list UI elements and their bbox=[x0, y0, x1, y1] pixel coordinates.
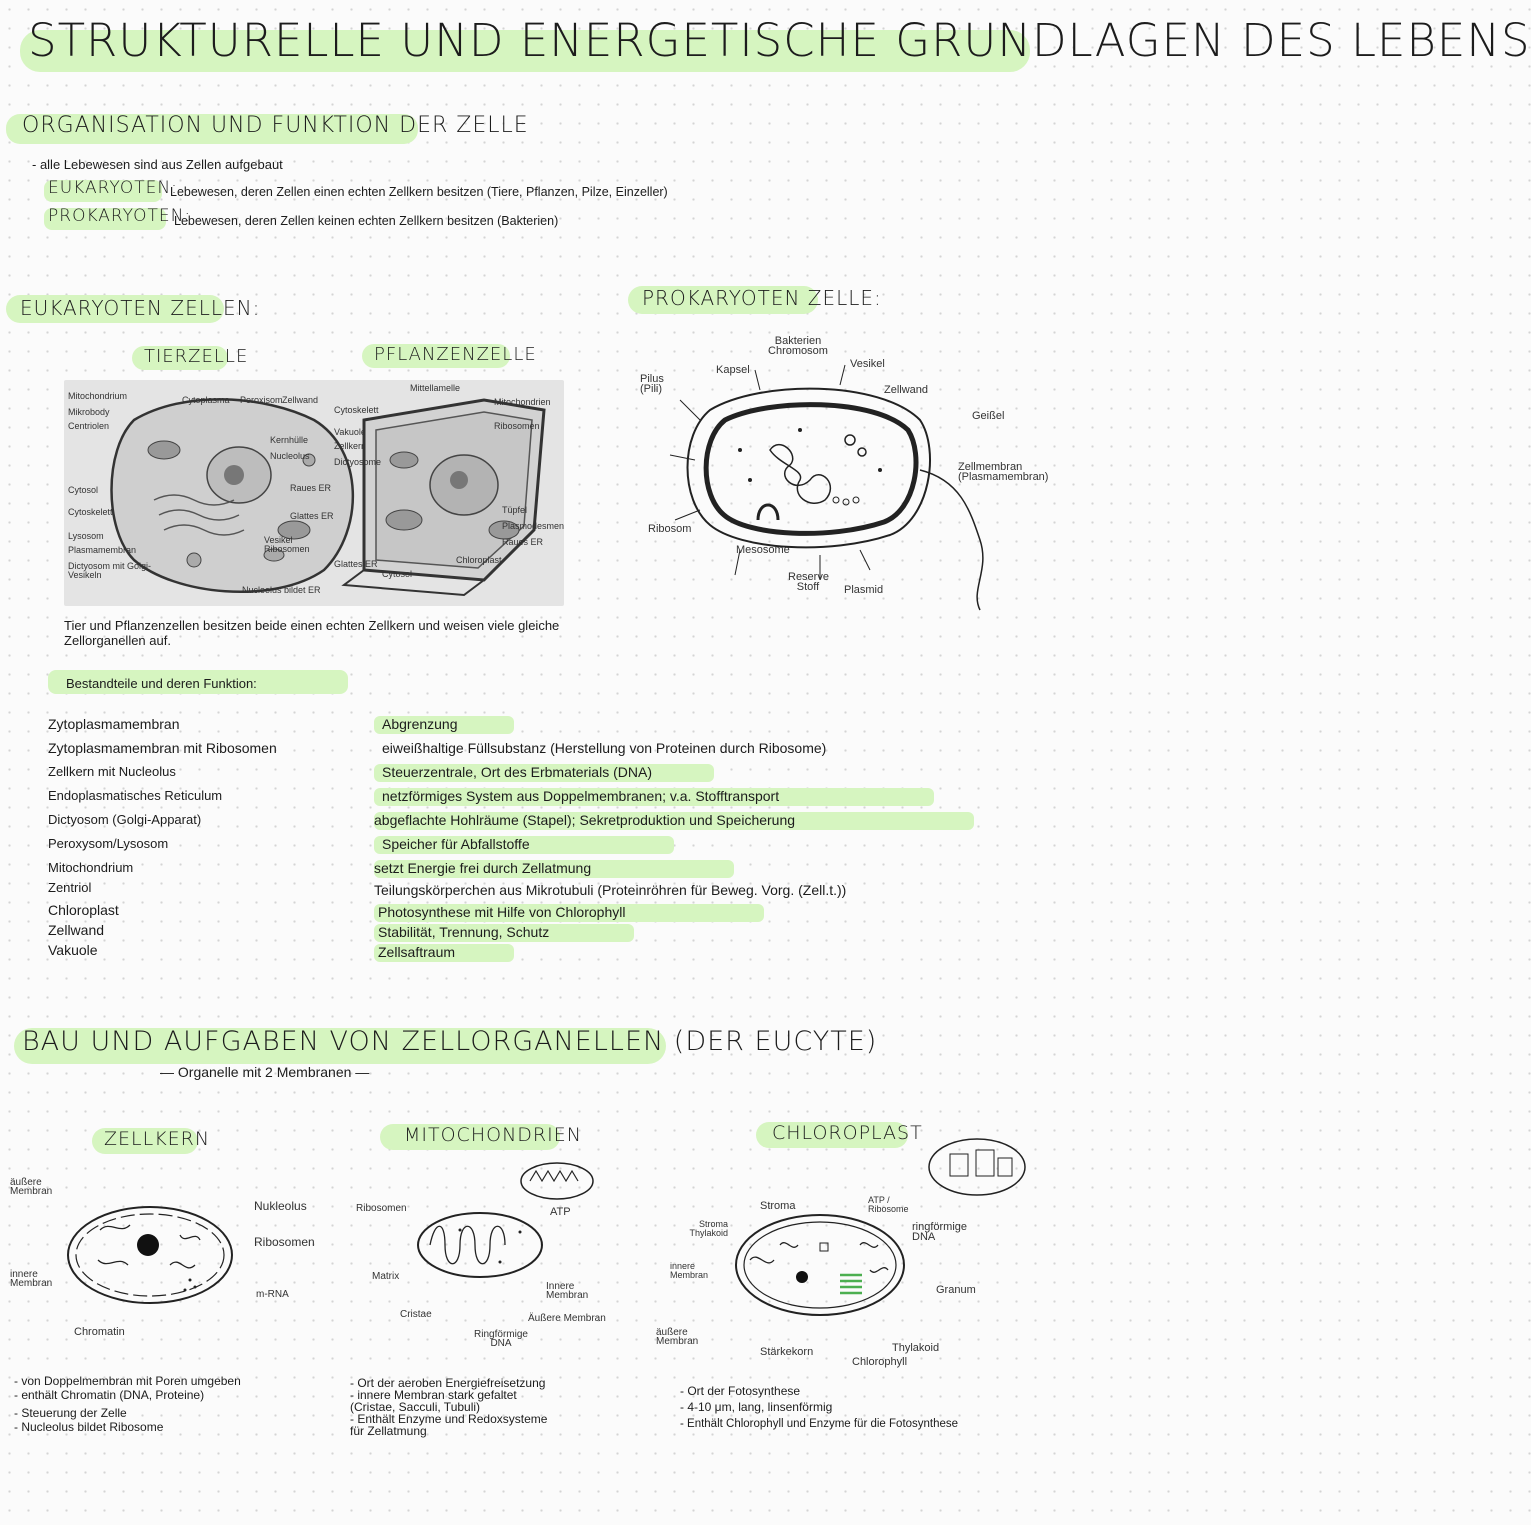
bestandteile-heading: Bestandteile und deren Funktion: bbox=[66, 676, 257, 691]
label-raues-er2: Raues ER bbox=[502, 537, 544, 547]
chloro-label-dna: ringförmige DNA bbox=[912, 1221, 968, 1243]
chloro-bullet-2: - 4-10 μm, lang, linsenförmig bbox=[680, 1400, 833, 1414]
label-kapsel: Kapsel bbox=[716, 364, 750, 376]
label-dictyosom: Dictyosom mit Golgi-Vesikeln bbox=[68, 561, 152, 580]
prok-term: PROKARYOTEN: bbox=[48, 206, 192, 226]
zk-label-chromatin: Chromatin bbox=[74, 1326, 125, 1338]
cell-caption: Tier und Pflanzenzellen besitzen beide einen echten Zellkern und weisen viele gleiche Zellorganellen auf. bbox=[64, 618, 560, 648]
chloro-heading: CHLOROPLAST bbox=[772, 1122, 923, 1144]
label-cytosol: Cytosol bbox=[68, 485, 99, 495]
label-lysosom: Lysosom bbox=[68, 531, 104, 541]
section2-subheading: — Organelle mit 2 Membranen — bbox=[160, 1064, 370, 1080]
label-vesikel: Vesikel bbox=[850, 358, 885, 370]
label-dictyosome: Dictyosome bbox=[334, 457, 382, 467]
label-zellwand-prok: Zellwand bbox=[884, 384, 929, 396]
label-cytoplasma: Cytoplasma bbox=[182, 395, 230, 405]
label-mittellamelle: Mittellamelle bbox=[410, 383, 461, 393]
chloro-label-stroma: Stroma bbox=[760, 1200, 796, 1212]
def-10: Stabilität, Trennung, Schutz bbox=[378, 924, 550, 940]
section2-heading: BAU UND AUFGABEN VON ZELLORGANELLEN (DER EUCYTE) bbox=[22, 1026, 878, 1057]
label-glattes-er2: Glattes ER bbox=[334, 559, 378, 569]
mito-bullet-3: (Cristae, Sacculi, Tubuli) bbox=[350, 1400, 481, 1414]
zk-bullet-4: - Nucleolus bildet Ribosome bbox=[14, 1420, 164, 1434]
mito-label-dna: Ringförmige DNA bbox=[474, 1329, 528, 1349]
zellkern-heading: ZELLKERN bbox=[104, 1128, 211, 1150]
def-3: Steuerzentrale, Ort des Erbmaterials (DNA) bbox=[382, 764, 652, 780]
eukaryoten-heading: EUKARYOTEN ZELLEN: bbox=[20, 296, 261, 320]
def-11: Zellsaftraum bbox=[378, 944, 456, 960]
page-title: STRUKTURELLE UND ENERGETISCHE GRUNDLAGEN DES LEBENS bbox=[28, 14, 1531, 67]
label-geissel: Geißel bbox=[972, 410, 1005, 422]
zk-bullet-2: - enthält Chromatin (DNA, Proteine) bbox=[14, 1388, 205, 1402]
chloro-label-innere: innere Membran bbox=[670, 1261, 709, 1280]
label-pilus: Pilus (Pili) bbox=[640, 373, 664, 395]
chloro-label-granum: Granum bbox=[936, 1284, 976, 1296]
zk-label-nukleolus: Nukleolus bbox=[254, 1199, 307, 1213]
label-plasmamembran: Plasmamembran bbox=[68, 545, 137, 555]
def-4: netzförmiges System aus Doppelmembranen; v.a. Stofftransport bbox=[382, 788, 780, 804]
mito-label-atp: ATP bbox=[550, 1206, 571, 1218]
zellkern-illustration bbox=[40, 1195, 260, 1325]
mito-illustration bbox=[390, 1200, 570, 1310]
term-2: Zytoplasmamembran mit Ribosomen bbox=[48, 740, 277, 756]
label-cytosol2: Cytosol bbox=[382, 569, 413, 579]
term-9: Chloroplast bbox=[48, 902, 119, 918]
label-kernhuelle: Kernhülle bbox=[270, 435, 309, 445]
label-zellmembran: Zellmembran (Plasmamembran) bbox=[958, 461, 1049, 483]
label-chloroplast: Chloroplast bbox=[456, 555, 502, 565]
def-6: Speicher für Abfallstoffe bbox=[382, 836, 530, 852]
term-6: Peroxysom/Lysosom bbox=[48, 836, 169, 851]
term-7: Mitochondrium bbox=[48, 860, 134, 875]
term-8: Zentriol bbox=[48, 880, 92, 895]
term-1: Zytoplasmamembran bbox=[48, 716, 180, 732]
label-mesosome: Mesosome bbox=[736, 544, 790, 556]
label-peroxisom: Peroxisom bbox=[240, 395, 283, 405]
label-vakuole: Vakuole bbox=[334, 427, 366, 437]
chloro-label-chlorophyll: Chlorophyll bbox=[852, 1356, 908, 1368]
chloro-label-thylakoid: Thylakoid bbox=[892, 1342, 940, 1354]
mito-bullet-2: - innere Membran stark gefaltet bbox=[350, 1388, 517, 1402]
def-1: Abgrenzung bbox=[382, 716, 458, 732]
label-mitochondrien: Mitochondrien bbox=[494, 397, 551, 407]
chloro-label-staerkekorn: Stärkekorn bbox=[760, 1346, 814, 1358]
prokaryoten-heading: PROKARYOTEN ZELLE: bbox=[642, 286, 882, 310]
label-nucleolus: Nucleolus bbox=[270, 451, 310, 461]
label-zellkern: Zellkern bbox=[334, 441, 367, 451]
mito-bullet-1: - Ort der aeroben Energiefreisetzung bbox=[350, 1376, 546, 1390]
label-vesikel-ribosomen: Vesikel Ribosomen bbox=[264, 535, 310, 554]
zk-bullet-1: - von Doppelmembran mit Poren umgeben bbox=[14, 1374, 241, 1388]
mito-bullet-4: - Enthält Enzyme und Redoxsysteme bbox=[350, 1412, 548, 1426]
tierzelle-heading: TIERZELLE bbox=[144, 346, 249, 367]
label-cytoskelett2: Cytoskelett bbox=[334, 405, 379, 415]
mito-bullet-5: für Zellatmung bbox=[350, 1424, 427, 1438]
def-9: Photosynthese mit Hilfe von Chlorophyll bbox=[378, 904, 626, 920]
mito-label-cristae: Cristae bbox=[400, 1309, 432, 1320]
label-ribosom: Ribosom bbox=[648, 523, 692, 535]
prok-definition: Lebewesen, deren Zellen keinen echten Zellkern besitzen (Bakterien) bbox=[174, 214, 559, 228]
def-8: Teilungskörperchen aus Mikrotubuli (Proteinröhren für Beweg. Vorg. (Zell.t.)) bbox=[374, 882, 847, 898]
mito-label-aeussere: Äußere Membran bbox=[528, 1313, 606, 1324]
label-glattes-er: Glattes ER bbox=[290, 511, 334, 521]
chloro-label-stroma-thylakoid: Stroma Thylakoid bbox=[689, 1219, 728, 1238]
label-reservestoff: Reserve Stoff bbox=[788, 571, 829, 593]
label-microbody: Mikrobody bbox=[68, 407, 110, 417]
zk-label-aeussere: äußere Membran bbox=[10, 1177, 53, 1197]
label-bakterien-chromosom: Bakterien Chromosom bbox=[768, 335, 828, 357]
label-tuepfel: Tüpfel bbox=[502, 505, 528, 515]
mito-heading: MITOCHONDRIEN bbox=[404, 1124, 582, 1146]
mito-small-icon bbox=[512, 1156, 602, 1206]
term-3: Zellkern mit Nucleolus bbox=[48, 764, 176, 779]
intro-text: - alle Lebewesen sind aus Zellen aufgebaut bbox=[32, 157, 283, 172]
label-mitochondrium: Mitochondrium bbox=[68, 391, 128, 401]
term-5: Dictyosom (Golgi-Apparat) bbox=[48, 812, 202, 827]
label-ribosomen: Ribosomen bbox=[494, 421, 540, 431]
chloro-label-atp: ATP / Ribosome bbox=[868, 1195, 909, 1214]
mito-label-ribosomen: Ribosomen bbox=[356, 1203, 407, 1214]
label-plasmid: Plasmid bbox=[844, 584, 884, 596]
mito-label-matrix: Matrix bbox=[372, 1271, 400, 1282]
def-7: setzt Energie frei durch Zellatmung bbox=[374, 860, 592, 876]
label-zellwand: Zellwand bbox=[282, 395, 319, 405]
zk-label-mrna: m-RNA bbox=[256, 1289, 289, 1300]
label-raues-er: Raues ER bbox=[290, 483, 332, 493]
term-10: Zellwand bbox=[48, 922, 105, 938]
chloro-bullet-3: - Enthält Chlorophyll und Enzyme für die Fotosynthese bbox=[680, 1418, 959, 1430]
label-cytoskelett: Cytoskelett bbox=[68, 507, 113, 517]
def-5: abgeflachte Hohlräume (Stapel); Sekretproduktion und Speicherung bbox=[374, 812, 796, 828]
mito-label-innere: Innere Membran bbox=[546, 1281, 589, 1301]
chloro-illustration bbox=[720, 1205, 920, 1325]
euk-term: EUKARYOTEN: bbox=[48, 178, 178, 198]
label-nucleolus-er: Nucleolus bildet ER bbox=[242, 585, 321, 595]
zk-label-ribosomen: Ribosomen bbox=[254, 1235, 315, 1249]
section1-heading: ORGANISATION UND FUNKTION DER ZELLE bbox=[22, 113, 529, 138]
def-2: eiweißhaltige Füllsubstanz (Herstellung von Proteinen durch Ribosome) bbox=[382, 740, 827, 756]
term-4: Endoplasmatisches Reticulum bbox=[48, 788, 223, 803]
zk-label-innere: innere Membran bbox=[10, 1269, 53, 1289]
label-plasmodesmen: Plasmodesmen bbox=[502, 521, 565, 531]
chloro-small-icon bbox=[922, 1132, 1032, 1202]
chloro-label-aeussere: äußere Membran bbox=[656, 1327, 699, 1347]
euk-definition: Lebewesen, deren Zellen einen echten Zellkern besitzen (Tiere, Pflanzen, Pilze, Einzeller) bbox=[170, 185, 668, 199]
chloro-bullet-1: - Ort der Fotosynthese bbox=[680, 1384, 801, 1398]
cell-photo bbox=[64, 380, 564, 606]
zk-bullet-3: - Steuerung der Zelle bbox=[14, 1406, 127, 1420]
term-11: Vakuole bbox=[48, 942, 98, 958]
pflanzenzelle-heading: PFLANZENZELLE bbox=[374, 344, 537, 365]
label-centriolen: Centriolen bbox=[68, 421, 110, 431]
bestandteile-table bbox=[48, 716, 1078, 966]
